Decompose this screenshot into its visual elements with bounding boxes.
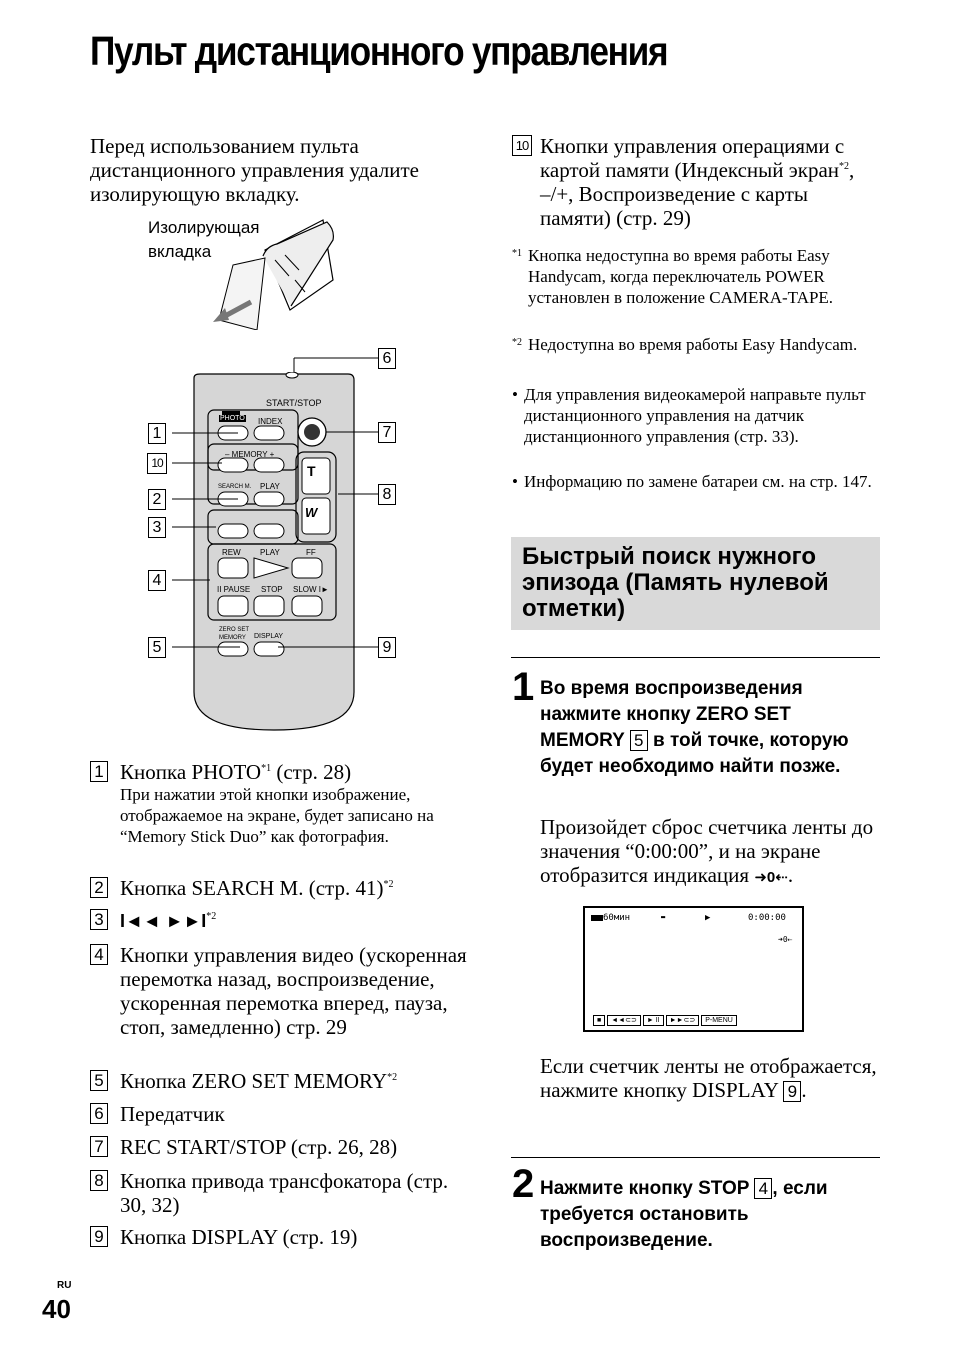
display-label: DISPLAY <box>254 633 284 640</box>
item-2-num: 2 <box>90 877 108 898</box>
item-10-text-b: , –/+, Воспроизведение с карты памяти) (стр. 29) <box>540 158 855 230</box>
item-9-num: 9 <box>90 1226 108 1247</box>
start-stop-label: START/STOP <box>266 398 322 408</box>
callout-8: 8 <box>378 484 396 505</box>
footnote-2-text: Недоступна во время работы Easy Handycam. <box>528 335 858 354</box>
item-7 <box>90 1135 470 1159</box>
play-top-label: PLAY <box>260 482 280 491</box>
slow-label: SLOW I► <box>293 585 329 594</box>
memory-label: – MEMORY + <box>225 450 275 459</box>
item-8 <box>90 1169 470 1217</box>
battery-icon <box>591 915 603 921</box>
step-1-ref: 5 <box>630 730 648 751</box>
callout-9: 9 <box>378 637 396 658</box>
photo-label: PHOTO <box>220 415 245 422</box>
item-1-sub: При нажатии этой кнопки изображение, отображаемое на экране, будет записано на “Memory Stick Duo” как фотография. <box>120 785 434 846</box>
item-3-num: 3 <box>90 909 108 930</box>
item-10-fn: *2 <box>839 161 850 172</box>
item-5-text: Кнопка ZERO SET MEMORY <box>120 1069 388 1093</box>
item-3-text: I◄◄ ►►I <box>120 911 207 931</box>
item-4 <box>90 943 470 1039</box>
callout-7: 7 <box>378 422 396 443</box>
item-1-after: (стр. 28) <box>271 760 352 784</box>
item-9 <box>90 1225 470 1249</box>
step-1-bold-b: в той точке, которую будет необходимо найти позже. <box>540 730 849 777</box>
tab-label-line-1: Изолирующая <box>148 218 260 237</box>
step-1-result <box>540 815 880 890</box>
footnote-2: *2 Недоступна во время работы Easy Handycam. <box>512 334 878 355</box>
item-2 <box>90 876 470 900</box>
play-label: PLAY <box>260 548 280 557</box>
callout-6: 6 <box>378 348 396 369</box>
step-1-rule <box>511 657 880 658</box>
item-4-num: 4 <box>90 944 108 965</box>
memory-line: MEMORY <box>219 635 246 641</box>
remote-tab-illustration <box>205 210 340 330</box>
item-1-text: Кнопка PHOTO <box>120 760 262 784</box>
item-7-text: REC START/STOP (стр. 26, 28) <box>120 1135 398 1159</box>
section-heading-box <box>511 537 880 630</box>
callout-5: 5 <box>148 637 166 658</box>
item-8-num: 8 <box>90 1170 108 1191</box>
step-1-note-a: Если счетчик ленты не отображается, нажмите кнопку DISPLAY <box>540 1054 877 1102</box>
rew-label: REW <box>222 548 241 557</box>
bullet-dot: • <box>512 472 518 491</box>
screen-ff-button: ►►⊂⊃ <box>666 1015 700 1026</box>
item-2-fn: *2 <box>383 879 394 890</box>
screen-play-pause-button: ► II <box>643 1015 664 1026</box>
play-mode-icon: ▶ <box>705 913 711 923</box>
callout-4: 4 <box>148 570 166 591</box>
step-1-text: Произойдет сброс счетчика ленты до значения “0:00:00”, и на экране отобразится индикация <box>540 815 874 887</box>
zero-memory-indicator-icon: ➜0⇠ <box>754 869 788 886</box>
callout-1: 1 <box>148 423 166 444</box>
page-language: RU <box>57 1280 72 1291</box>
item-5-num: 5 <box>90 1070 108 1091</box>
footnote-1-text: Кнопка недоступна во время работы Easy Handycam, когда переключатель POWER установлен в положение CAMERA-TAPE. <box>528 246 834 307</box>
zoom-w-label: W <box>305 505 318 520</box>
step-1-bold-a: Во время воспроизведения нажмите кнопку ZERO SET MEMORY <box>540 678 803 751</box>
item-3 <box>90 908 470 933</box>
zoom-t-label: T <box>307 463 316 479</box>
ff-label: FF <box>306 548 316 557</box>
page-title: Пульт дистанционного управления <box>90 28 668 74</box>
screen-stop-button: ■ <box>593 1015 605 1026</box>
bullet-dot: • <box>512 385 518 404</box>
step-2-rule <box>511 1157 880 1158</box>
index-label: INDEX <box>258 417 283 426</box>
screen-zero-icon: ➜0⇠ <box>778 935 793 944</box>
item-6 <box>90 1102 470 1126</box>
item-6-text: Передатчик <box>120 1102 225 1126</box>
step-2-number: 2 <box>512 1162 535 1206</box>
footnote-1: *1 Кнопка недоступна во время работы Easy Handycam, когда переключатель POWER установлен в положение CAMERA-TAPE. <box>512 245 878 308</box>
item-1-fn: *1 <box>261 763 272 774</box>
item-4-text: Кнопки управления видео (ускоренная перемотка назад, воспроизведение, ускоренная перемотка вперед, пауза, стоп, замедленно) стр. 29 <box>120 943 467 1039</box>
callout-lines <box>160 350 390 660</box>
step-1-number: 1 <box>512 665 535 709</box>
pause-label: II PAUSE <box>217 585 251 594</box>
bullet-1-text: Для управления видеокамерой направьте пульт дистанционного управления на датчик дистанционного управления (стр. 33). <box>524 385 866 446</box>
item-6-num: 6 <box>90 1103 108 1124</box>
intro-paragraph: Перед использованием пульта дистанционного управления удалите изолирующую вкладку. <box>90 134 419 206</box>
item-10 <box>512 134 878 230</box>
item-5-fn: *2 <box>387 1072 398 1083</box>
item-8-text: Кнопка привода трансфокатора (стр. 30, 32) <box>120 1169 449 1217</box>
screen-button-bar <box>593 1015 737 1026</box>
item-1-num: 1 <box>90 761 108 782</box>
bullet-1 <box>512 384 878 447</box>
step-2-bold-a: Нажмите кнопку STOP <box>540 1178 755 1199</box>
battery-text: 60мин <box>603 913 631 923</box>
stop-label: STOP <box>261 585 283 594</box>
bullet-2-text: Информацию по замене батареи см. на стр. 147. <box>524 472 872 491</box>
item-10-text-a: Кнопки управления операциями с картой памяти (Индексный экран <box>540 134 845 182</box>
item-7-num: 7 <box>90 1136 108 1157</box>
step-2-bold-b: , если требуется остановить воспроизведение. <box>540 1178 828 1251</box>
item-1 <box>90 760 470 847</box>
bullet-2 <box>512 471 878 492</box>
step-1-note-ref: 9 <box>783 1081 801 1102</box>
step-1-note-b: . <box>801 1078 807 1102</box>
counter-display: 0:00:00 <box>748 913 786 923</box>
step-2-instruction <box>540 1176 875 1254</box>
callout-3: 3 <box>148 517 166 538</box>
step-1-after-text: . <box>787 863 794 887</box>
step-2-ref: 4 <box>754 1178 772 1199</box>
search-label: SEARCH M. <box>218 484 252 490</box>
section-heading: Быстрый поиск нужного эпизода (Память нулевой отметки) <box>522 543 829 622</box>
step-1-instruction <box>540 676 875 780</box>
tab-label-line-2: вкладка <box>148 242 212 261</box>
screen-rew-button: ◄◄⊂⊃ <box>607 1015 641 1026</box>
step-1-note <box>540 1054 880 1102</box>
item-2-text: Кнопка SEARCH M. (стр. 41) <box>120 876 384 900</box>
zero-set-line: ZERO SET <box>219 627 250 633</box>
lcd-screen-illustration <box>583 906 804 1032</box>
item-10-num: 10 <box>512 135 532 156</box>
callout-10: 10 <box>147 453 167 474</box>
tape-icon: ▬ <box>661 913 666 921</box>
item-5 <box>90 1069 470 1093</box>
callout-2: 2 <box>148 489 166 510</box>
item-9-text: Кнопка DISPLAY (стр. 19) <box>120 1225 358 1249</box>
item-3-fn: *2 <box>206 911 217 922</box>
battery-indicator <box>591 913 630 923</box>
screen-pmenu-button: P-MENU <box>701 1015 737 1026</box>
page-number: 40 <box>42 1294 71 1324</box>
